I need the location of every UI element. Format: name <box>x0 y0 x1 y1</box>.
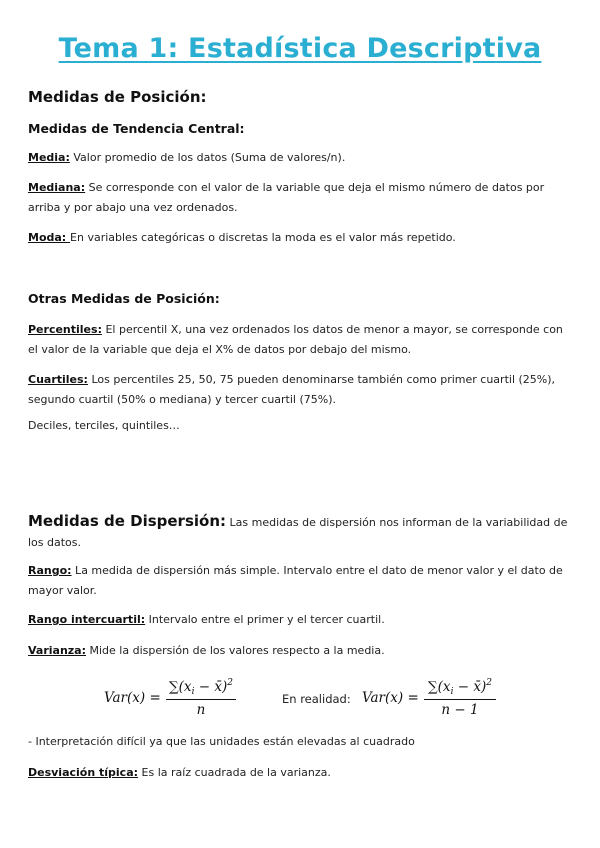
variance-formulas <box>0 678 600 720</box>
text-cuartiles: Los percentiles 25, 50, 75 pueden denominarse también como primer cuartil (25%), segundo cuartil (50% o mediana) y tercer cuartil (75%). <box>28 373 556 406</box>
term-rango-intercuartil: Rango intercuartil: <box>28 613 146 626</box>
formula-numerator-1 <box>166 678 236 697</box>
page-title: Tema 1: Estadística Descriptiva <box>58 33 542 64</box>
formula-denominator-1: n <box>196 702 206 718</box>
formula-numerator-2 <box>424 678 496 697</box>
text-rango-intercuartil: Intervalo entre el primer y el tercer cuartil. <box>145 613 385 626</box>
fraction-bar-1 <box>166 699 236 700</box>
text-desviacion: Es la raíz cuadrada de la varianza. <box>138 766 331 779</box>
term-cuartiles: Cuartiles: <box>28 373 88 386</box>
paragraph-desviacion <box>28 763 576 783</box>
formula-fraction-1 <box>166 678 236 718</box>
term-desviacion: Desviación típica: <box>28 766 139 779</box>
text-varianza: Mide la dispersión de los valores respecto a la media. <box>86 644 385 657</box>
num-superscript: 2 <box>227 678 233 688</box>
term-percentiles: Percentiles: <box>28 323 102 336</box>
heading-medidas-posicion: Medidas de Posición: <box>28 88 207 106</box>
paragraph-rango-intercuartil <box>28 610 576 630</box>
label-en-realidad: En realidad: <box>282 692 351 706</box>
text-mediana: Se corresponde con el valor de la variable que deja el mismo número de datos por arriba y por abajo una vez ordenados. <box>28 181 545 214</box>
num-part-a: ∑(x <box>169 679 192 695</box>
paragraph-mediana <box>28 178 576 218</box>
text-media: Valor promedio de los datos (Suma de valores/n). <box>69 151 346 164</box>
heading-otras-medidas: Otras Medidas de Posición: <box>28 291 220 306</box>
fraction-bar-2 <box>424 699 496 700</box>
formula-lhs-1: Var(x) = <box>104 690 161 706</box>
term-moda: Moda: <box>28 231 71 244</box>
num-part-b: − x̄) <box>194 679 228 695</box>
paragraph-interpretacion: - Interpretación difícil ya que las unidades están elevadas al cuadrado <box>28 735 415 748</box>
formula-fraction-2 <box>424 678 496 718</box>
paragraph-varianza <box>28 641 576 661</box>
paragraph-rango <box>28 561 576 601</box>
num-subscript-2: i <box>450 687 454 697</box>
text-dispersion: Las medidas de dispersión nos informan de la variabilidad de los datos. <box>28 516 568 549</box>
num-part-b-2: − x̄) <box>453 679 487 695</box>
num-superscript-2: 2 <box>486 678 492 688</box>
heading-medidas-dispersion: Medidas de Dispersión: <box>28 512 227 530</box>
term-mediana: Mediana: <box>28 181 86 194</box>
text-rango: La medida de dispersión más simple. Intervalo entre el dato de menor valor y el dato de mayor valor. <box>28 564 563 597</box>
term-media: Media: <box>28 151 70 164</box>
paragraph-moda <box>28 228 576 248</box>
text-percentiles: El percentil X, una vez ordenados los datos de menor a mayor, se corresponde con el valor de la variable que deja el X% de datos por debajo del mismo. <box>28 323 563 356</box>
num-part-a-2: ∑(x <box>428 679 451 695</box>
paragraph-percentiles <box>28 320 576 360</box>
formula-lhs-2: Var(x) = <box>362 690 419 706</box>
heading-tendencia-central: Medidas de Tendencia Central: <box>28 121 245 136</box>
text-moda: En variables categóricas o discretas la moda es el valor más repetido. <box>70 231 456 244</box>
paragraph-cuartiles <box>28 370 576 410</box>
term-varianza: Varianza: <box>28 644 87 657</box>
num-subscript: i <box>191 687 195 697</box>
term-rango: Rango: <box>28 564 72 577</box>
paragraph-dispersion <box>28 511 576 553</box>
paragraph-deciles: Deciles, terciles, quintiles… <box>28 419 180 432</box>
paragraph-media <box>28 148 576 168</box>
formula-denominator-2: n − 1 <box>441 702 479 718</box>
